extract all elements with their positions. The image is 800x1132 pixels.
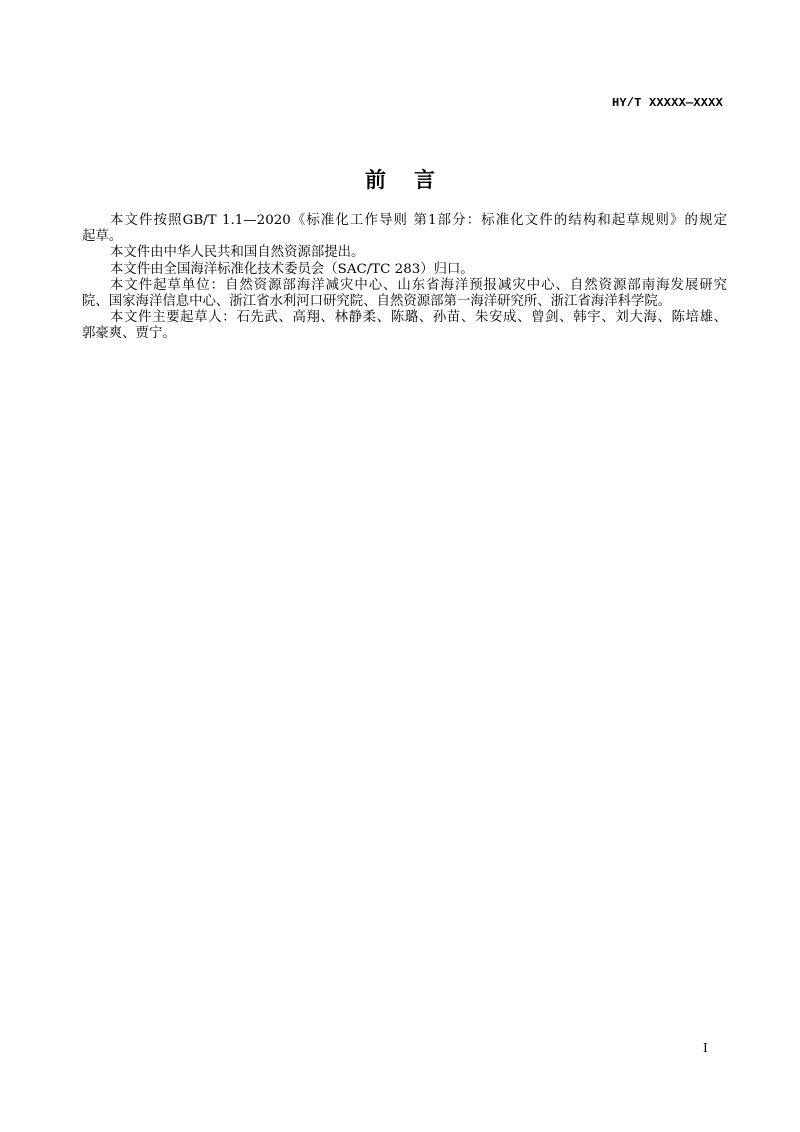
text-line: 起草。	[82, 229, 123, 245]
paragraph-committee	[82, 262, 727, 278]
document-number: HY/T XXXXX—XXXX	[611, 96, 723, 110]
text-line: 郭豪爽、贾宁。	[82, 326, 176, 342]
page-number: I	[703, 1041, 708, 1055]
paragraph-drafting-units	[82, 278, 727, 310]
text-line: 本文件由中华人民共和国自然资源部提出。	[110, 245, 365, 261]
page-title: 前言	[365, 167, 463, 192]
text-line: 院、国家海洋信息中心、浙江省水利河口研究院、自然资源部第一海洋研究所、浙江省海洋科学院。	[82, 294, 672, 310]
text-line: 本文件由全国海洋标准化技术委员会（SAC/TC 283）归口。	[110, 261, 474, 277]
foreword-body	[82, 213, 727, 343]
paragraph-proposer	[82, 245, 727, 261]
text-line: 本文件主要起草人：石先武、高翔、林静柔、陈璐、孙苗、朱安成、曾剑、韩宇、刘大海、陈培雄、	[110, 310, 727, 326]
paragraph-drafters	[82, 310, 727, 342]
paragraph-drafting-rules	[82, 213, 727, 245]
text-line: 本文件按照GB/T 1.1—2020《标准化工作导则 第1部分：标准化文件的结构和起草规则》的规定	[110, 213, 727, 228]
text-line: 本文件起草单位：自然资源部海洋减灾中心、山东省海洋预报减灾中心、自然资源部南海发展研究	[110, 277, 727, 293]
